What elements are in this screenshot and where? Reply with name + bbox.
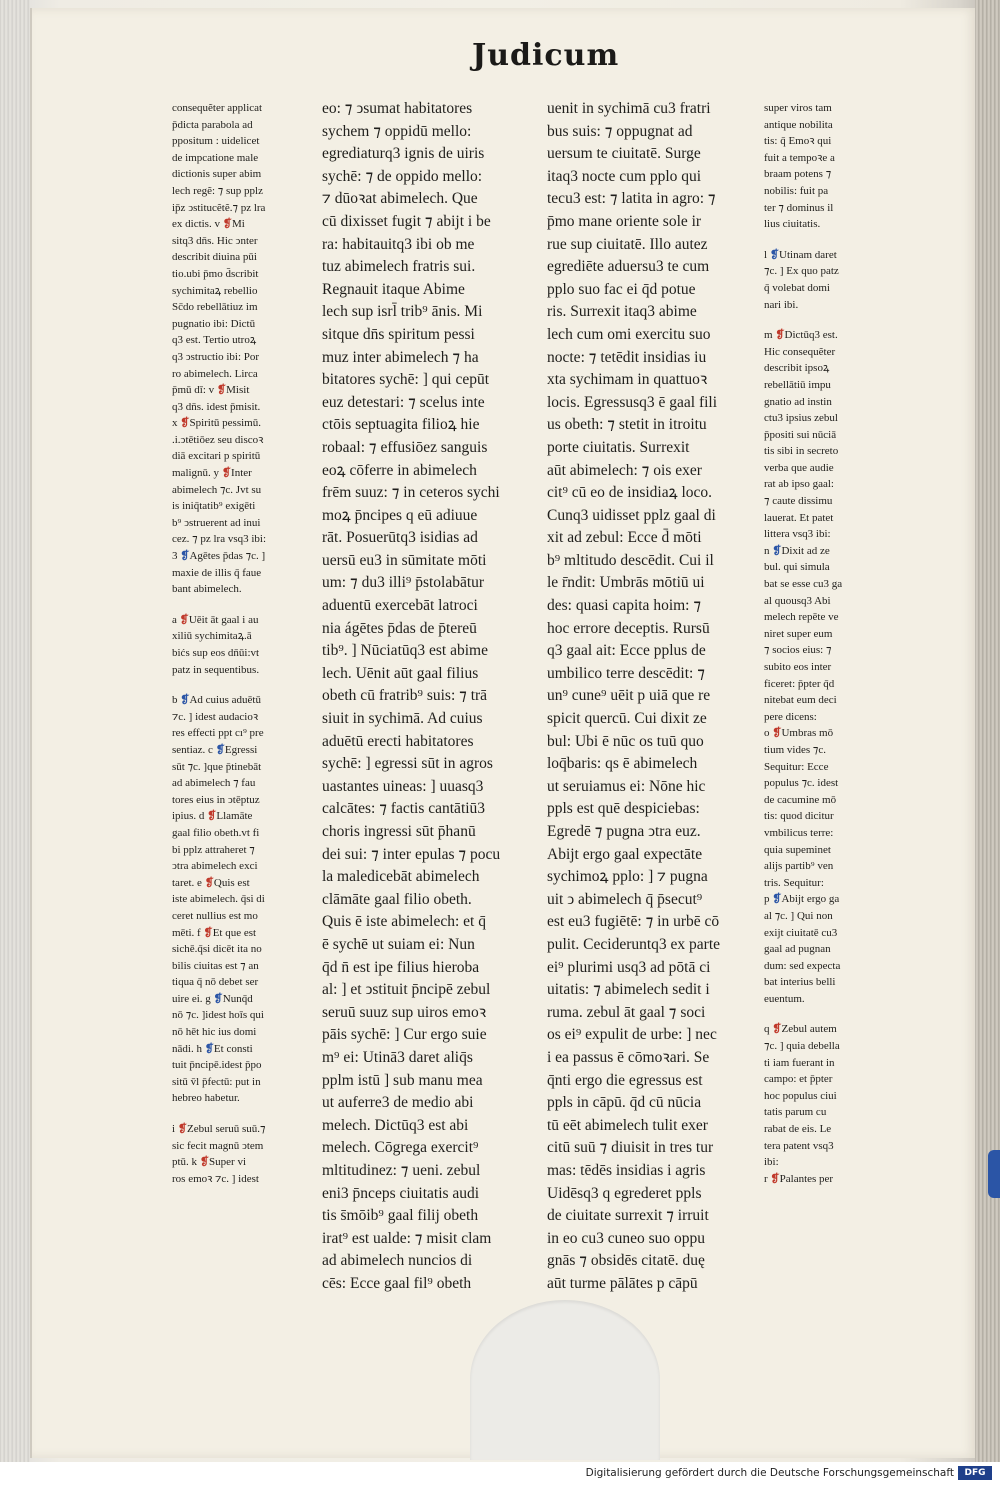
text-line: i ea passus ē cōmoꝛari. Se	[547, 1048, 710, 1066]
running-head-title: Judicum	[472, 38, 620, 73]
text-line: a ❡Uēit āt gaal i au	[172, 613, 259, 626]
text-line: tores eius in ↄtēptuz	[172, 793, 260, 806]
text-line: ⁊ socios eius: ⁊	[764, 644, 832, 657]
text-line: ad abimelech ⁊ fau	[172, 777, 256, 790]
text-line: quia supeminet	[764, 843, 831, 856]
digitization-footer	[0, 1462, 1000, 1485]
text-line: bat interius belli	[764, 976, 836, 989]
text-line: aduentū exercebāt latroci	[322, 597, 478, 615]
text-line: ut auferre3 de medio abi	[322, 1094, 474, 1112]
text-line: rebellātiū impu	[764, 378, 831, 391]
text-line: Egredē ⁊ pugna ↄtra euz.	[547, 823, 701, 840]
text-line: tuz abimelech fratris sui.	[322, 258, 476, 276]
text-line: niret super eum	[764, 627, 833, 640]
paragraph-gap	[764, 233, 889, 247]
text-line: os ei⁹ expulit de urbe: ] nec	[547, 1026, 717, 1044]
paragraph-mark-icon: ❡	[207, 810, 217, 823]
text-line: malignū. y ❡Inter	[172, 467, 252, 480]
text-line: q3 dn̄s. idest p̄misit.	[172, 400, 261, 413]
text-line: sūt ⁊c. ]que p̄tinebāt	[172, 760, 262, 773]
text-line: rat ab ipso gaal:	[764, 478, 834, 491]
footer-credit: Digitalisierung gefördert durch die Deutsche Forschungsgemeinschaft	[585, 1467, 954, 1479]
paragraph-mark-icon: ❡	[204, 1042, 214, 1055]
paragraph-gap	[172, 598, 302, 612]
paragraph-mark-icon: ❡	[203, 926, 213, 939]
text-line: melech. Cōgrega exercit⁹	[322, 1139, 479, 1157]
text-line: uitatis: ⁊ abimelech sedit i	[547, 981, 710, 999]
text-line: nari ibi.	[764, 298, 799, 311]
text-line: m ❡Dictūq3 est.	[764, 329, 838, 342]
text-line: bićs sup eos dn̄ūi:vt	[172, 647, 260, 659]
text-line: euentum.	[764, 992, 805, 1005]
text-line: super viros tam	[764, 102, 832, 114]
text-line: gnās ⁊ obsidēs citatē. duę	[547, 1252, 705, 1270]
text-line: m⁹ ei: Utinā3 daret aliq̄s	[322, 1048, 473, 1066]
text-line: citū suū ⁊ diuisit in tres tur	[547, 1139, 714, 1157]
text-line: tis sibi in secreto	[764, 445, 839, 458]
paragraph-mark-icon: ❡	[180, 417, 190, 430]
text-line: ris. Surrexit itaq3 abime	[547, 303, 697, 321]
text-line: sychimitaꝝ rebellio	[172, 284, 258, 297]
paragraph-mark-icon: ❡	[204, 876, 214, 889]
text-line: campo: et p̄pter	[764, 1073, 833, 1086]
text-line: p̄positi sui nūciā	[764, 428, 837, 441]
text-line: melech. Dictūq3 est abi	[322, 1116, 469, 1134]
text-line: rue sup ciuitatē. Illo autez	[547, 235, 708, 253]
text-line: un⁹ cune⁹ uēit p uiā que re	[547, 687, 711, 705]
text-line: le r̄ndit: Umbrās mōtiū ui	[547, 574, 705, 592]
text-line: ro abimelech. Lirca	[172, 367, 258, 380]
text-line: irat⁹ est ualde: ⁊ misit clam	[322, 1229, 492, 1247]
text-line: lech. Uēnit aūt gaal filius	[322, 664, 479, 682]
text-line: cēs: Ecce gaal fil⁹ obeth	[322, 1274, 472, 1292]
text-line: nobilis: fuit pa	[764, 184, 829, 197]
text-line: Sc̄do rebellātiuz im	[172, 301, 258, 314]
text-line: cez. ⁊ pz lra vsq3 ibi:	[172, 533, 267, 546]
text-line: al ⁊c. ] Qui non	[764, 909, 833, 922]
text-line: sitū v̄l p̄fectū: put in	[172, 1075, 261, 1088]
text-line: siuit in sychimā. Ad cuius	[322, 710, 483, 728]
text-line: ruma. zebul āt gaal ⁊ soci	[547, 1003, 706, 1021]
text-line: dictionis super abim	[172, 168, 262, 181]
text-line: ip̄z ↄstitucẽtẽ.⁊ pz lra	[172, 201, 266, 214]
text-line: sichē.q̄si dicēt ita no	[172, 943, 262, 956]
text-line: q̄d n̄ est ipe filius hieroba	[322, 958, 480, 976]
text-line: nocte: ⁊ tetēdit insidias iu	[547, 348, 707, 366]
text-line: uire ei. g ❡Nunq̄d	[172, 992, 253, 1005]
text-line: sychem ⁊ oppidū mello:	[322, 122, 472, 140]
page-tear	[470, 1300, 660, 1460]
text-line: muz inter abimelech ⁊ ha	[322, 348, 479, 366]
text-line: mēti. f ❡Et que est	[172, 926, 257, 939]
text-line: choris ingressi sūt p̄hanū	[322, 823, 476, 840]
text-line: describit diuina pūi	[172, 251, 257, 264]
text-line: q3 gaal ait: Ecce pplus de	[547, 642, 706, 660]
text-line: tū eēt abimelech tulit exer	[547, 1116, 708, 1134]
text-line: tis: quod dicitur	[764, 810, 834, 823]
text-line: robaal: ⁊ effusiōez sanguis	[322, 438, 488, 456]
text-line: bant abimelech.	[172, 583, 242, 596]
text-line: maxie de illis q̄ faue	[172, 566, 262, 579]
text-line: q3 ↄstructio ibi: Por	[172, 350, 260, 363]
text-line: verba que audie	[764, 461, 834, 474]
text-line: ⁊ caute dissimu	[764, 495, 833, 508]
text-line: euz detestari: ⁊ scelus inte	[322, 393, 485, 411]
text-line: nādi. h ❡Et consti	[172, 1042, 253, 1055]
text-line: bul. qui simula	[764, 561, 830, 574]
text-line: abimelech ⁊c. Jvt su	[172, 483, 262, 496]
text-line: hebreo habetur.	[172, 1092, 240, 1105]
text-line: mltitudinez: ⁊ ueni. zebul	[322, 1161, 481, 1179]
text-line: ipius. d ❡Llamāte	[172, 810, 253, 823]
text-line: q ❡Zebul autem	[764, 1023, 837, 1036]
main-text-column-right	[547, 98, 757, 1292]
paragraph-gap	[764, 313, 889, 327]
text-line: um: ⁊ du3 illi⁹ p̄stolabātur	[322, 574, 485, 592]
paragraph-mark-icon: ❡	[221, 467, 232, 480]
text-line: pāis sychē: ] Cur ergo suie	[322, 1026, 487, 1044]
text-line: ⁊ dūoꝛat abimelech. Que	[322, 190, 478, 208]
text-line: ⁊c. ] quia debella	[764, 1040, 840, 1053]
paragraph-mark-icon: ❡	[213, 992, 223, 1005]
text-line: loq̄baris: qs ē abimelech	[547, 755, 698, 773]
text-line: tis s̄mōib⁹ gaal filij obeth	[322, 1207, 479, 1225]
text-line: tecu3 est: ⁊ latita in agro: ⁊	[547, 190, 716, 208]
text-line: iste abimelech. q̄si di	[172, 893, 265, 906]
text-line: diā excitari p spiritū	[172, 450, 261, 463]
text-line: sychē: ⁊ de oppido mello:	[322, 167, 483, 185]
text-line: xit ad zebul: Ecce d̄ mōti	[547, 529, 702, 547]
text-line: tera patent vsq3	[764, 1139, 834, 1152]
text-line: locis. Egressusq3 ē gaal fili	[547, 393, 718, 411]
text-line: q3 est. Tertio utroꝝ	[172, 334, 257, 347]
text-line: sychē: ] egressi sūt in agros	[322, 755, 493, 773]
text-line: nō ⁊c. ]idest hoīs qui	[172, 1009, 264, 1022]
text-line: b⁹ ↄstruerent ad inui	[172, 516, 261, 529]
text-line: spicit quercū. Cui dixit ze	[547, 710, 707, 728]
paragraph-mark-icon: ❡	[772, 1023, 782, 1036]
text-line: q̄nti ergo die egressus est	[547, 1071, 703, 1089]
text-line: ctōis septuagita filioꝝ hie	[322, 416, 480, 434]
paragraph-gap	[172, 1107, 302, 1121]
paragraph-mark-icon: ❡	[215, 743, 225, 756]
text-line: lech regẽ: ⁊ sup pplz	[172, 184, 263, 197]
text-line: cit⁹ cū eo de insidiaꝝ loco.	[547, 484, 713, 502]
text-line: bilis ciuitas est ⁊ an	[172, 959, 259, 972]
text-line: moꝝ p̄ncipes q eū adiuue	[322, 506, 478, 524]
text-line: Abijt ergo gaal expectāte	[547, 845, 703, 863]
text-line: de ciuitate surrexit ⁊ irruit	[547, 1207, 709, 1225]
text-line: fuit a tempoꝛe a	[764, 151, 835, 164]
text-line: b⁹ mltitudo descēdit. Cui il	[547, 551, 714, 569]
paragraph-mark-icon: ❡	[772, 893, 782, 906]
text-line: l ❡Utinam daret	[764, 248, 837, 261]
text-line: aūt abimelech: ⁊ ois exer	[547, 461, 702, 479]
text-line: sychimoꝝ pplo: ] ⁊ pugna	[547, 868, 708, 886]
text-line: gnatio ad instin	[764, 395, 832, 408]
text-line: uersū eu3 in sūmitate mōti	[322, 551, 487, 569]
text-line: xta sychimam in quattuoꝛ	[547, 371, 708, 389]
main-text-column-left	[322, 98, 534, 1292]
text-line: littera vsq3 ibi:	[764, 528, 831, 541]
text-line: bitatores sychē: ] qui cepūt	[322, 371, 490, 389]
text-line: bat se esse cu3 ga	[764, 578, 843, 591]
text-line: eoꝝ cōferre in abimelech	[322, 461, 477, 479]
text-line: cū dixisset fugit ⁊ abijt i be	[322, 212, 491, 230]
text-line: de impcatione male	[172, 151, 259, 164]
text-line: lauerat. Et patet	[764, 511, 834, 524]
text-line: dei sui: ⁊ inter epulas ⁊ pocu	[322, 845, 501, 863]
page-marker-tab	[988, 1150, 1000, 1198]
text-line: porte ciuitatis. Surrexit	[547, 438, 690, 456]
text-line: pere dicens:	[764, 710, 817, 723]
text-line: egrediēte aduersu3 te cum	[547, 258, 710, 276]
paragraph-mark-icon: ❡	[180, 550, 190, 563]
text-line: ficeret: p̄pter q̄d	[764, 677, 835, 690]
text-line: tib⁹. ] Nūciatūq3 est abime	[322, 642, 488, 660]
text-line: r ❡Palantes per	[764, 1172, 834, 1185]
text-line: ē sychē ut suiam ei: Nun	[322, 935, 475, 953]
text-line: describit ipsoꝝ	[764, 362, 830, 375]
text-line: eni3 p̄nceps ciuitatis audi	[322, 1184, 480, 1202]
text-line: alijs partib⁹ ven	[764, 860, 834, 873]
paragraph-mark-icon: ❡	[222, 218, 232, 231]
text-line: exijt ciuitatē cu3	[764, 926, 838, 939]
text-line: ctu3 ipsius zebul	[764, 412, 838, 425]
text-line: taret. e ❡Quis est	[172, 876, 250, 889]
paragraph-mark-icon: ❡	[772, 727, 782, 740]
text-line: sitque dn̄s spiritum pessi	[322, 325, 475, 343]
text-line: p̄dicta parabola ad	[172, 118, 253, 131]
text-line: Uidēsq3 q egrederet ppls	[547, 1184, 702, 1202]
text-line: p̄mū dī: v ❡Misit	[172, 384, 250, 397]
book-right-edge	[975, 0, 1000, 1462]
text-line: gaal filio obeth.vt fi	[172, 826, 260, 839]
text-line: q̄ volebat domi	[764, 281, 830, 294]
text-line: la maledicebāt abimelech	[322, 868, 480, 886]
text-line: pplm istū ] sub manu mea	[322, 1071, 483, 1089]
text-line: melech repēte ve	[764, 611, 839, 624]
text-line: o ❡Umbras mō	[764, 727, 834, 740]
text-line: Hic consequẽter	[764, 345, 836, 358]
text-line: is iniq̄tatib⁹ exigēti	[172, 500, 256, 513]
text-line: ibi:	[764, 1156, 779, 1169]
text-line: clāmāte gaal filio obeth.	[322, 890, 472, 908]
text-line: Regnauit itaque Abime	[322, 280, 465, 298]
text-line: al quousq3 Abi	[764, 594, 831, 607]
text-line: ceret nullius est mo	[172, 909, 258, 922]
text-line: tiqua q̄ nō debet ser	[172, 976, 259, 989]
text-line: p̄mo mane oriente sole ir	[547, 212, 702, 230]
text-line: vmbilicus terre:	[764, 826, 834, 839]
text-line: nitebat eum deci	[764, 694, 837, 707]
text-line: 3 ❡Agētes p̄das ⁊c. ]	[172, 550, 266, 563]
text-line: frēm suuz: ⁊ in ceteros sychi	[322, 484, 500, 502]
text-line: xiliū sychimitaꝝ.ā	[172, 630, 252, 643]
text-line: mas: tēdēs insidias i agris	[547, 1161, 706, 1179]
text-line: lech cum omi exercitu suo	[547, 325, 711, 343]
paragraph-mark-icon: ❡	[179, 613, 189, 626]
text-line: us obeth: ⁊ stetit in itroitu	[547, 416, 707, 434]
dfg-logo-icon: DFG	[958, 1466, 992, 1480]
paragraph-mark-icon: ❡	[770, 1172, 780, 1185]
text-line: bi pplz attraheret ⁊	[172, 843, 255, 856]
text-line: uit ↄ abimelech q̄ p̄secut⁹	[547, 890, 703, 908]
text-line: rabat de eis. Le	[764, 1123, 832, 1136]
text-line: in eo cu3 cuneo suo oppu	[547, 1229, 705, 1247]
text-line: pplo suo fac ei q̄d potue	[547, 280, 696, 298]
text-line: ptū. k ❡Super vi	[172, 1156, 247, 1169]
text-line: sic fecit magnū ↄtem	[172, 1139, 264, 1152]
gloss-column-right	[764, 100, 889, 1210]
text-line: tatis parum cu	[764, 1106, 827, 1119]
text-line: p ❡Abijt ergo ga	[764, 893, 840, 906]
text-line: umbilico terre descēdit: ⁊	[547, 664, 705, 682]
paragraph-mark-icon: ❡	[180, 694, 190, 707]
text-line: tris. Sequitur:	[764, 876, 824, 889]
text-line: rāt. Posuerūtq3 isidias ad	[322, 529, 478, 547]
text-line: n ❡Dixit ad ze	[764, 544, 830, 557]
text-line: i ❡Zebul seruū suū.⁊	[172, 1123, 266, 1136]
text-line: ppls in cāpū. q̄d cū nūcia	[547, 1094, 702, 1112]
text-line: ↄtra abimelech exci	[172, 860, 258, 873]
text-line: nō hēt hic ius domi	[172, 1026, 257, 1039]
text-line: aduētū erecti habitatores	[322, 732, 474, 750]
text-line: uastantes uineas: ] uuasq3	[322, 777, 484, 795]
text-line: calcātes: ⁊ factis cantātiū3	[322, 800, 486, 818]
text-line: pulit. Cecideruntq3 ex parte	[547, 935, 721, 953]
text-line: Cunq3 uidisset pplz gaal di	[547, 506, 716, 524]
gloss-column-left	[172, 100, 302, 1210]
text-line: ut seruiamus ei: Nōne hic	[547, 777, 706, 795]
text-line: ra: habitauitq3 ibi ob me	[322, 235, 475, 253]
text-line: ter ⁊ dominus il	[764, 201, 834, 214]
text-line: eo: ⁊ ↄsumat habitatores	[322, 100, 473, 117]
text-line: tis: q̄ Emoꝛ qui	[764, 135, 832, 148]
text-line: bul: Ubi ē nūc os tuū quo	[547, 732, 704, 750]
text-line: lech sup isrl̄ trib⁹ ānis. Mi	[322, 303, 483, 321]
text-line: dum: sed expecta	[764, 959, 841, 972]
text-line: pugnatio ibi: Dictū	[172, 317, 256, 330]
text-line: Quis ē iste abimelech: et q̄	[322, 913, 486, 931]
text-line: ei⁹ plurimi usq3 ad pōtā ci	[547, 958, 711, 976]
text-line: obeth cū fratrib⁹ suis: ⁊ trā	[322, 687, 488, 705]
text-line: de cacumine mō	[764, 793, 837, 806]
text-line: consequẽter applicat	[172, 102, 263, 114]
text-line: hoc populus ciui	[764, 1089, 837, 1102]
text-line: tio.ubi p̄mo d̄scribit	[172, 267, 259, 280]
text-line: ros emoꝛ ⁊c. ] idest	[172, 1172, 259, 1185]
text-line: subito eos inter	[764, 661, 832, 673]
text-line: ad abimelech nuncios di	[322, 1252, 473, 1270]
text-line: uenit in sychimā cu3 fratri	[547, 100, 711, 117]
text-line: gaal ad pugnan	[764, 943, 831, 956]
text-line: Sequitur: Ecce	[764, 760, 829, 773]
text-line: res effecti ppt cı⁹ pre	[172, 727, 264, 740]
paragraph-mark-icon: ❡	[199, 1156, 210, 1169]
text-line: ppositum : uidelicet	[172, 135, 260, 148]
book-left-edge	[0, 0, 30, 1462]
text-line: nia ágētes p̄das de p̄tereū	[322, 619, 477, 637]
text-line: aūt turme pālātes p cāpū	[547, 1274, 698, 1292]
text-line: est eu3 fugiētē: ⁊ in urbē cō	[547, 913, 720, 931]
text-line: sentiaz. c ❡Egressi	[172, 743, 258, 756]
text-line: sitq3 dn̄s. Hic ↄnter	[172, 234, 258, 247]
text-line: b ❡Ad cuius aduētū	[172, 694, 261, 707]
text-line: uersum te ciuitatē. Surge	[547, 145, 701, 163]
text-line: ⁊c. ] Ex quo patz	[764, 265, 839, 278]
text-line: ex dictis. v ❡Mi	[172, 218, 245, 231]
text-line: ppls est quē despiciebas:	[547, 800, 700, 818]
paragraph-mark-icon: ❡	[177, 1123, 188, 1136]
text-line: x ❡Spiritū pessimū.	[172, 417, 261, 430]
text-line: ⁊c. ] idest audacioꝛ	[172, 710, 259, 723]
text-line: tuit p̄ncipē.idest p̄po	[172, 1059, 262, 1072]
paragraph-mark-icon: ❡	[769, 248, 780, 261]
text-line: .i.ↄtētiōez seu discoꝛ	[172, 433, 264, 446]
text-line: ti iam fuerant in	[764, 1056, 835, 1069]
paragraph-mark-icon: ❡	[775, 329, 785, 342]
text-line: populus ⁊c. idest	[764, 777, 839, 790]
text-line: lius ciuitatis.	[764, 218, 821, 231]
paragraph-mark-icon: ❡	[216, 384, 227, 397]
text-line: bus suis: ⁊ oppugnat ad	[547, 122, 693, 140]
text-line: hoc errore deceptis. Rursū	[547, 619, 710, 637]
text-line: antique nobilita	[764, 118, 833, 131]
text-line: itaq3 nocte cum pplo qui	[547, 167, 702, 185]
text-line: des: quasi capita hoim: ⁊	[547, 597, 702, 615]
paragraph-gap	[764, 1007, 889, 1021]
text-line: egrediaturq3 ignis de uiris	[322, 145, 485, 163]
paragraph-gap	[172, 678, 302, 692]
text-line: tium vides ⁊c.	[764, 743, 826, 756]
paragraph-mark-icon: ❡	[772, 544, 782, 557]
text-line: seruū suuz sup uiros emoꝛ	[322, 1003, 487, 1021]
text-line: patz in sequentibus.	[172, 663, 260, 676]
text-line: al: ] et ↄstituit p̄ncipē zebul	[322, 981, 491, 999]
text-line: braam potens ⁊	[764, 168, 832, 181]
